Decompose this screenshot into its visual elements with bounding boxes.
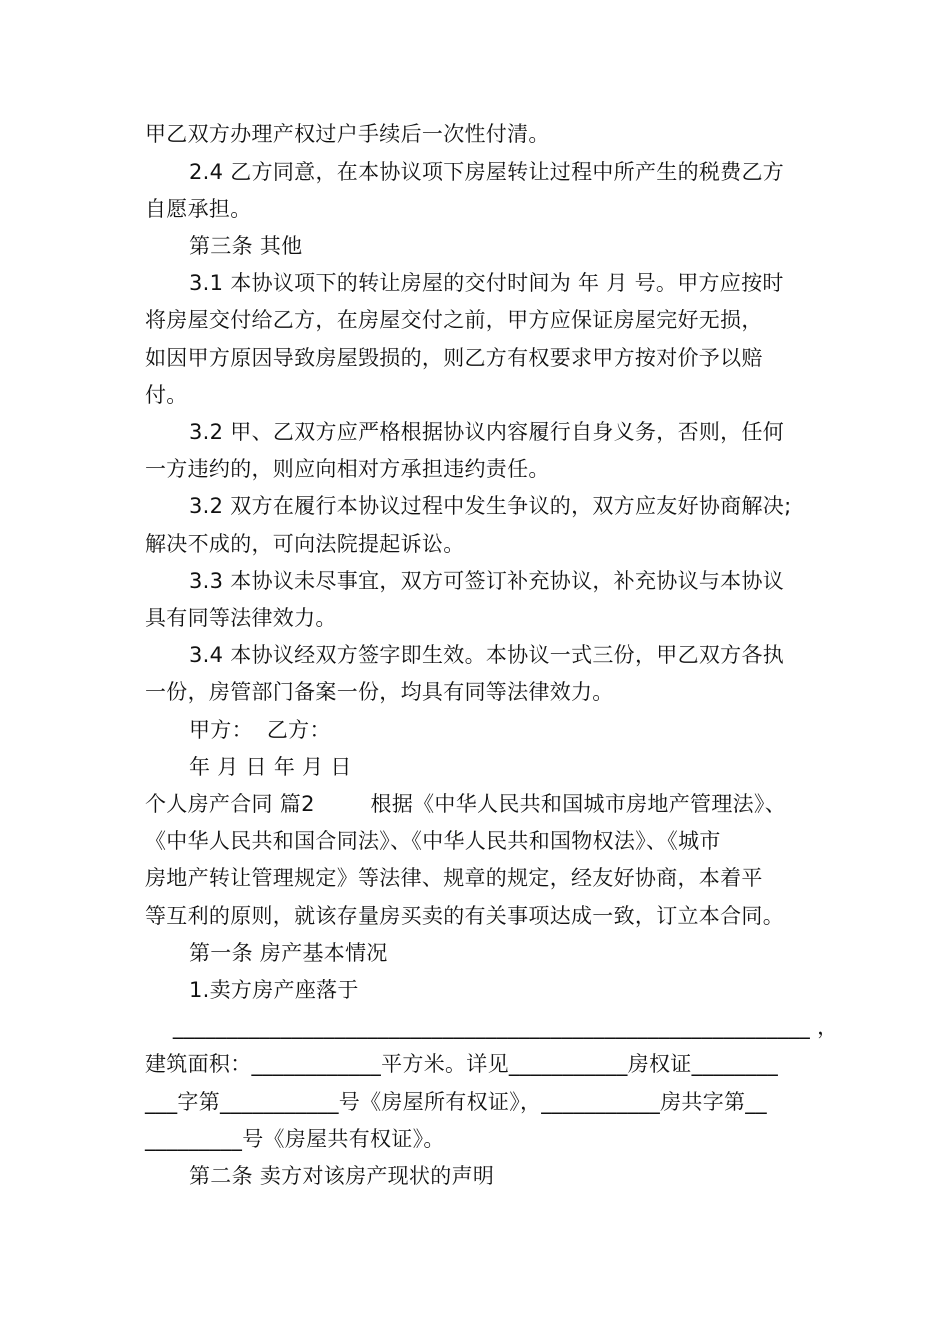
text-line: 房地产转让管理规定》等法律、规章的规定，经友好协商，本着平 [145,866,763,890]
date-line: 年 月 日 年 月 日 [189,755,352,779]
signature-line: 甲方： 乙方： [189,718,331,742]
text-line: 具有同等法律效力。 [145,606,337,630]
text-line: 3.2 双方在履行本协议过程中发生争议的，双方应友好协商解决; [189,494,792,518]
text-line: 付。 [145,383,188,407]
text-line: 自愿承担。 [145,197,252,221]
text-line: 等互利的原则，就该存量房买卖的有关事项达成一致，订立本合同。 [145,904,784,928]
text-line: ___字第___________号《房屋所有权证》，___________房共字第__ [145,1090,767,1114]
text-line: 2.4 乙方同意，在本协议项下房屋转让过程中所产生的税费乙方 [189,160,785,184]
text-line: 1.卖方房产座落于 [189,978,359,1002]
text-line: 建筑面积：____________平方米。详见___________房权证________ [145,1052,778,1076]
text-line: 3.3 本协议未尽事宜，双方可签订补充协议，补充协议与本协议 [189,569,785,593]
text-line: 《中华人民共和国合同法》、《中华人民共和国物权法》、《城市 [145,829,721,853]
text-line: 3.1 本协议项下的转让房屋的交付时间为 年 月 号。甲方应按时 [189,271,784,295]
text-line: 个人房产合同 篇2 根据《中华人民共和国城市房地产管理法》、 [145,792,787,816]
text-line: 如因甲方原因导致房屋毁损的，则乙方有权要求甲方按对价予以赔 [145,346,763,370]
text-line: 一份，房管部门备案一份，均具有同等法律效力。 [145,680,614,704]
section-heading: 第二条 卖方对该房产现状的声明 [189,1164,495,1188]
section-heading: 第一条 房产基本情况 [189,941,388,965]
blank-line: ___________________________________________________________ ， [145,1015,839,1039]
text-line: 3.2 甲、乙双方应严格根据协议内容履行自身义务，否则，任何 [189,420,785,444]
text-line: _________号《房屋共有权证》。 [145,1127,445,1151]
text-line: 甲乙双方办理产权过户手续后一次性付清。 [145,122,550,146]
text-line: 解决不成的，可向法院提起诉讼。 [145,532,465,556]
section-heading: 第三条 其他 [189,234,303,258]
text-line: 3.4 本协议经双方签字即生效。本协议一式三份，甲乙双方各执 [189,643,785,667]
text-line: 将房屋交付给乙方，在房屋交付之前，甲方应保证房屋完好无损， [145,308,763,332]
text-line: 一方违约的，则应向相对方承担违约责任。 [145,457,550,481]
